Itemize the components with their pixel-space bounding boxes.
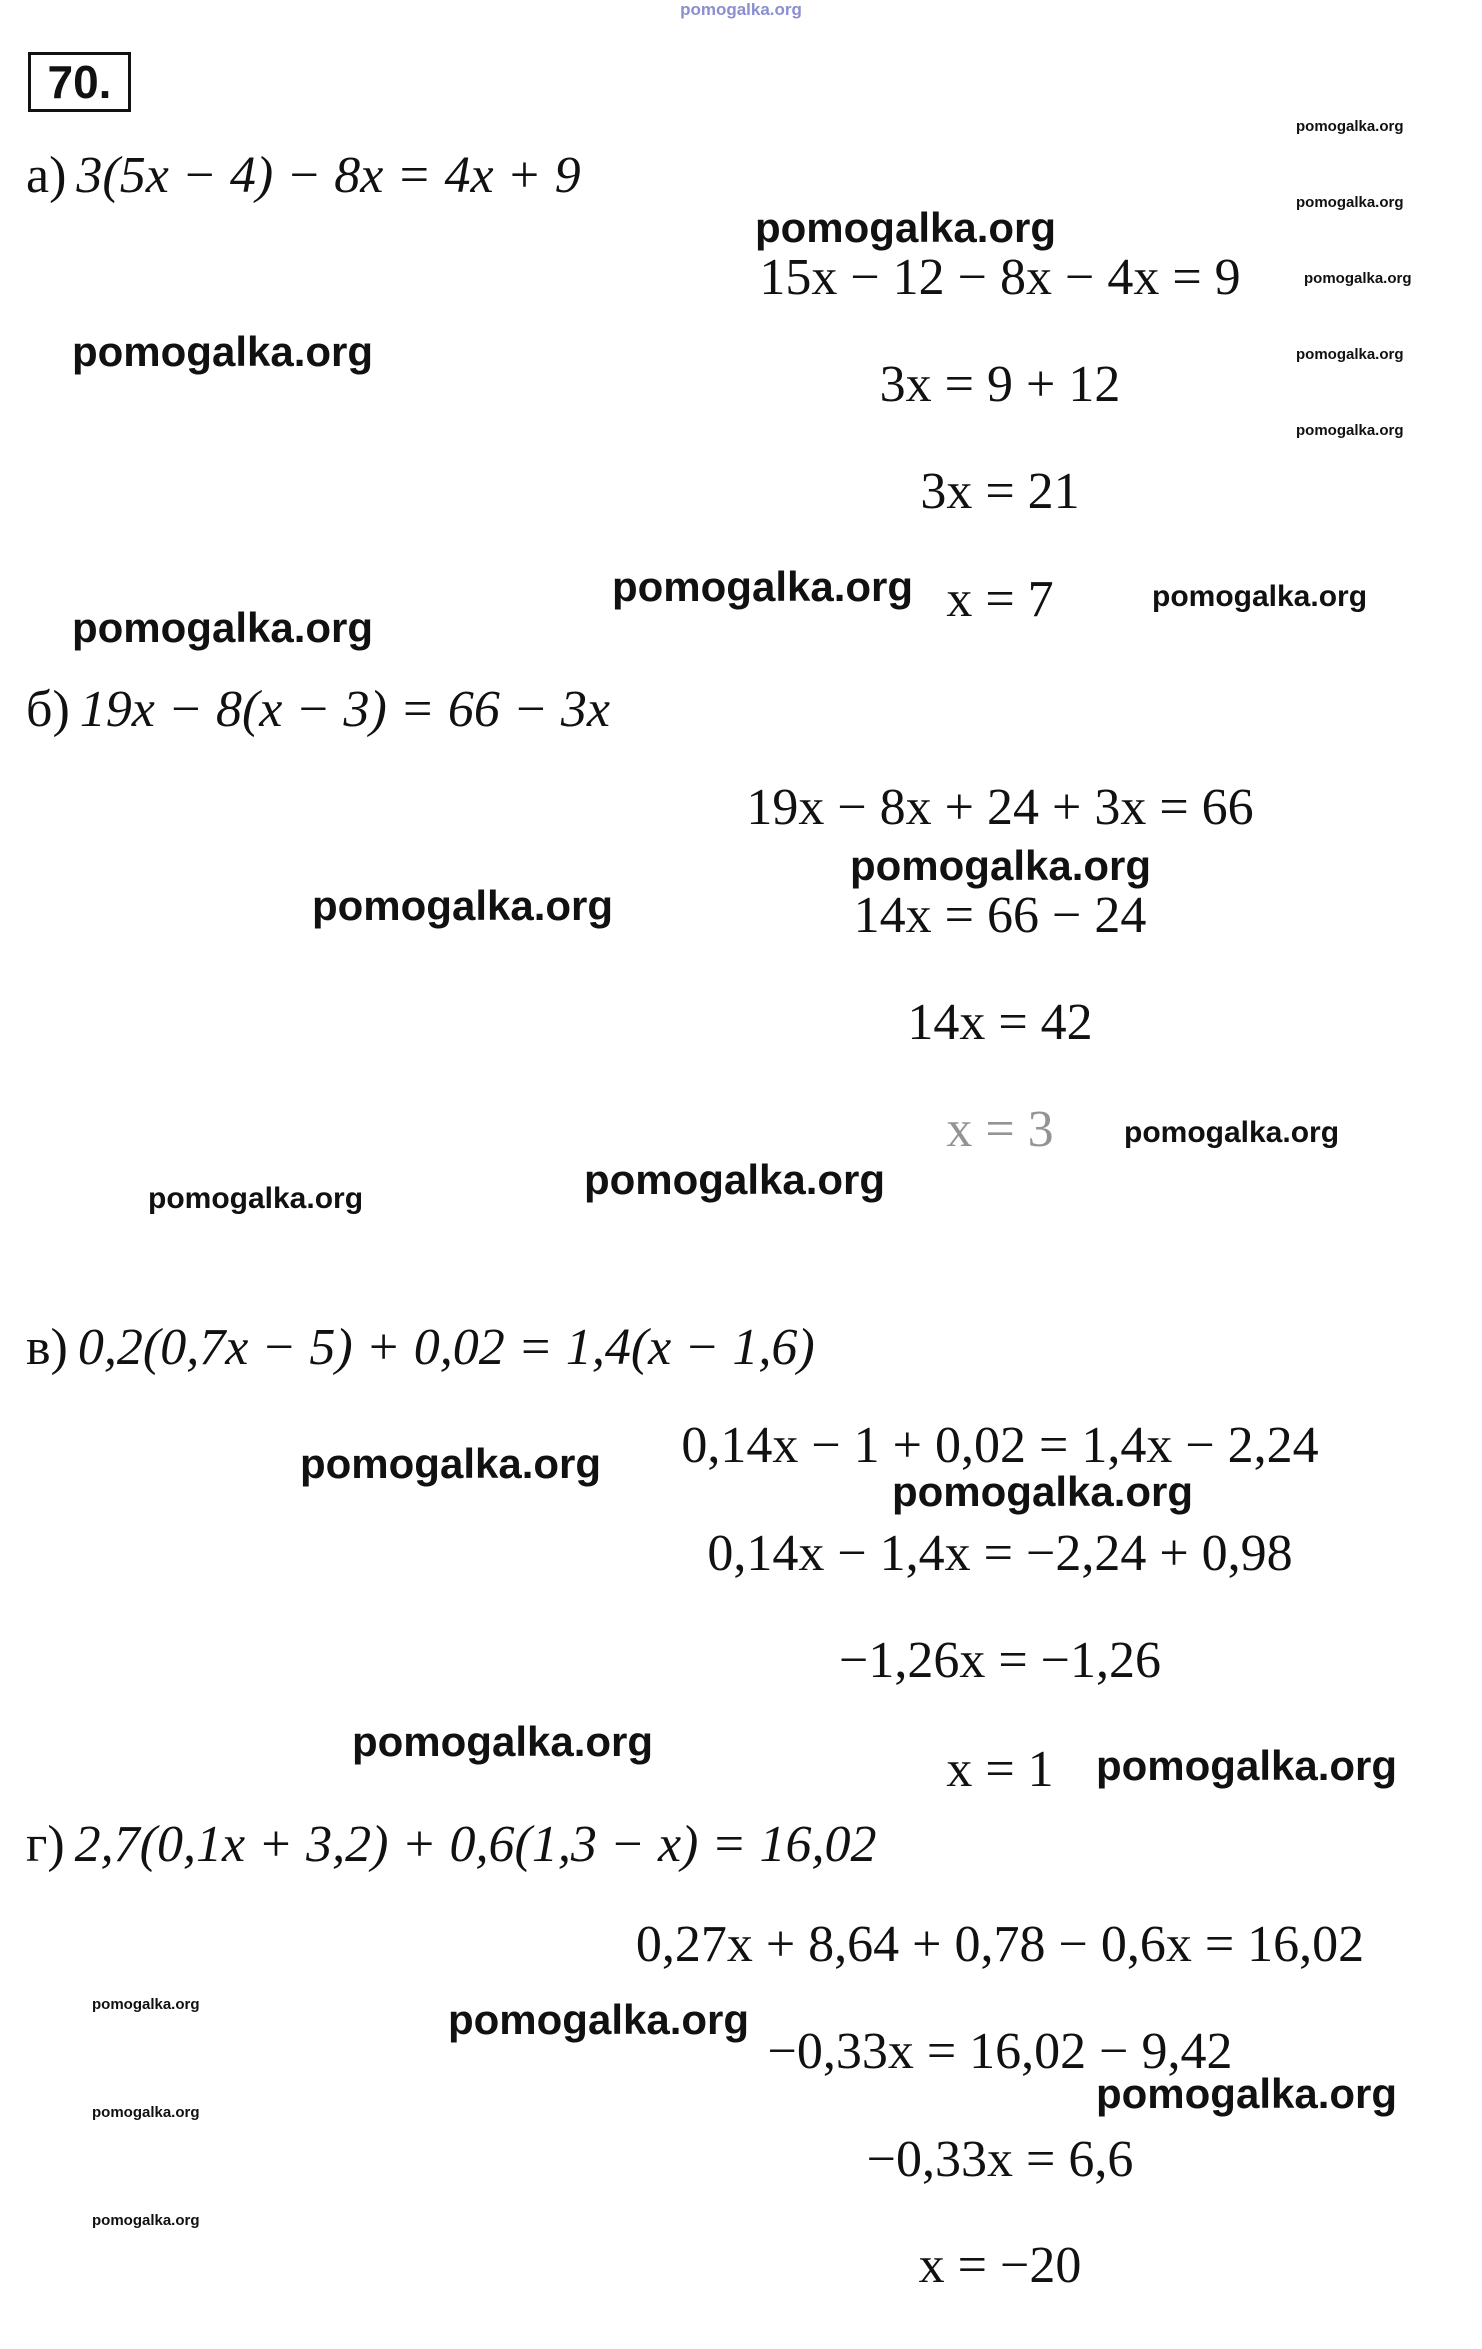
watermark: pomogalka.org — [92, 2104, 200, 2121]
task-b-step-1: 19x − 8x + 24 + 3x = 66 — [746, 779, 1254, 836]
task-b-equation: 19x − 8(x − 3) = 66 − 3x — [79, 681, 611, 738]
watermark: pomogalka.org — [92, 2212, 200, 2229]
task-c-step-3: −1,26x = −1,26 — [839, 1632, 1161, 1689]
top-watermark: pomogalka.org — [680, 0, 802, 19]
watermark: pomogalka.org — [1296, 422, 1404, 439]
watermark: pomogalka.org — [612, 563, 914, 610]
watermark: pomogalka.org — [1296, 194, 1404, 211]
task-c-step-2: 0,14x − 1,4x = −2,24 + 0,98 — [707, 1525, 1293, 1582]
task-a-step-4: x = 7 — [946, 571, 1054, 628]
watermark: pomogalka.org — [1304, 270, 1412, 287]
watermark: pomogalka.org — [312, 882, 614, 929]
watermark: pomogalka.org — [448, 1996, 750, 2043]
problem-number: 70. — [28, 52, 131, 112]
watermark: pomogalka.org — [1296, 346, 1404, 363]
watermark: pomogalka.org — [1152, 580, 1368, 613]
task-d-step-1: 0,27x + 8,64 + 0,78 − 0,6x = 16,02 — [635, 1916, 1365, 1973]
task-b-step-2: 14x = 66 − 24 — [853, 887, 1147, 944]
task-b-header — [26, 680, 610, 740]
watermark: pomogalka.org — [850, 842, 1152, 889]
task-d-step-2: −0,33x = 16,02 − 9,42 — [767, 2023, 1233, 2080]
watermark: pomogalka.org — [148, 1182, 364, 1215]
task-c-step-1: 0,14x − 1 + 0,02 = 1,4x − 2,24 — [681, 1417, 1319, 1474]
task-d-step-3: −0,33x = 6,6 — [866, 2131, 1134, 2188]
watermark: pomogalka.org — [352, 1718, 654, 1765]
task-c-step-4: x = 1 — [946, 1741, 1054, 1798]
task-a-step-3: 3x = 21 — [920, 463, 1080, 520]
task-d-header — [26, 1815, 876, 1875]
watermark: pomogalka.org — [1296, 118, 1404, 135]
task-a-header — [26, 146, 581, 206]
task-a-equation: 3(5x − 4) − 8x = 4x + 9 — [76, 147, 581, 204]
task-a-step-1: 15x − 12 − 8x − 4x = 9 — [759, 249, 1241, 306]
watermark: pomogalka.org — [755, 204, 1057, 251]
watermark: pomogalka.org — [72, 604, 374, 651]
watermark: pomogalka.org — [1124, 1116, 1340, 1149]
watermark: pomogalka.org — [892, 1468, 1194, 1515]
task-d-step-4: x = −20 — [918, 2237, 1082, 2294]
watermark: pomogalka.org — [92, 1996, 200, 2013]
watermark: pomogalka.org — [72, 328, 374, 375]
task-d-label: г) — [26, 1816, 65, 1873]
watermark: pomogalka.org — [300, 1440, 602, 1487]
task-b-label: б) — [26, 681, 70, 738]
task-c-equation: 0,2(0,7x − 5) + 0,02 = 1,4(x − 1,6) — [77, 1319, 815, 1376]
watermark: pomogalka.org — [584, 1156, 886, 1203]
watermark: pomogalka.org — [1096, 2070, 1398, 2117]
task-a-step-2: 3x = 9 + 12 — [879, 356, 1121, 413]
task-a-label: а) — [26, 147, 67, 204]
task-d-equation: 2,7(0,1x + 3,2) + 0,6(1,3 − x) = 16,02 — [74, 1816, 877, 1873]
task-c-label: в) — [26, 1319, 68, 1376]
watermark: pomogalka.org — [1096, 1742, 1398, 1789]
task-b-step-4: x = 3 — [946, 1101, 1054, 1158]
task-c-header — [26, 1318, 815, 1378]
task-b-step-3: 14x = 42 — [907, 994, 1093, 1051]
